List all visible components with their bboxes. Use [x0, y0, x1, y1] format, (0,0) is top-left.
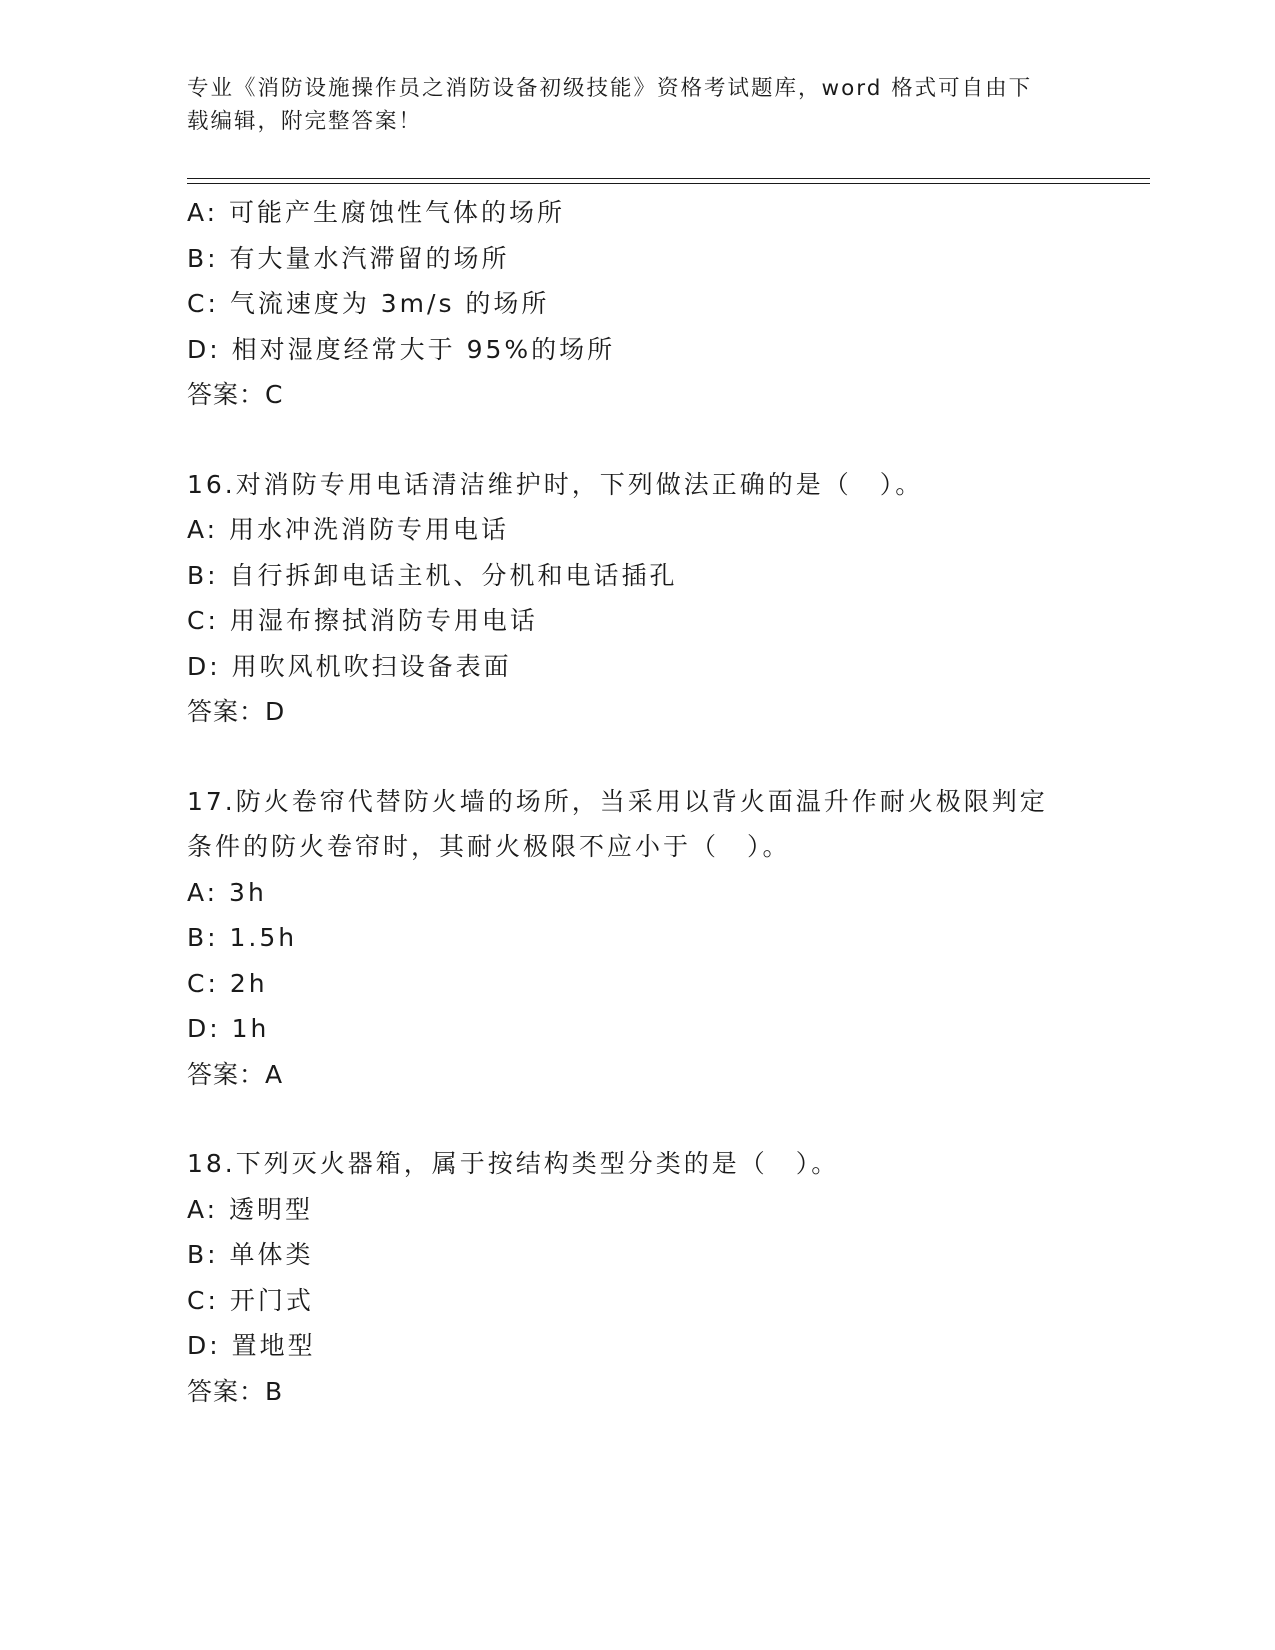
spacer [187, 418, 1087, 462]
question-15 [187, 190, 1087, 418]
spacer [187, 1097, 1087, 1141]
option-d: D: 置地型 [187, 1331, 316, 1360]
question-17 [187, 779, 1087, 1098]
answer: 答案：C [187, 380, 284, 409]
question-text: 18.下列灭火器箱，属于按结构类型分类的是（ ）。 [187, 1149, 840, 1178]
option-b: B: 单体类 [187, 1240, 314, 1269]
option-a: A: 3h [187, 877, 267, 907]
option-a: A: 可能产生腐蚀性气体的场所 [187, 198, 566, 227]
answer: 答案：D [187, 697, 286, 726]
option-c: C: 开门式 [187, 1285, 314, 1315]
header-divider-bottom [187, 183, 1150, 184]
option-d: D: 相对湿度经常大于 95%的场所 [187, 334, 616, 364]
question-16 [187, 462, 1087, 735]
answer: 答案：A [187, 1059, 284, 1089]
option-b: B: 有大量水汽滞留的场所 [187, 243, 510, 273]
question-text: 16.对消防专用电话清洁维护时，下列做法正确的是（ ）。 [187, 469, 924, 499]
option-a: A: 用水冲洗消防专用电话 [187, 515, 510, 544]
document-header [187, 72, 1067, 138]
question-text-line-2: 条件的防火卷帘时，其耐火极限不应小于（ ）。 [187, 832, 791, 861]
option-a: A: 透明型 [187, 1194, 314, 1224]
header-line-2: 载编辑，附完整答案！ [187, 109, 423, 134]
option-b: B: 自行拆卸电话主机、分机和电话插孔 [187, 560, 678, 590]
option-c: C: 用湿布擦拭消防专用电话 [187, 606, 538, 635]
option-c: C: 2h [187, 968, 268, 998]
option-c: C: 气流速度为 3m/s 的场所 [187, 289, 550, 318]
answer: 答案：B [187, 1376, 284, 1406]
option-b: B: 1.5h [187, 923, 298, 952]
question-text-line-1: 17.防火卷帘代替防火墙的场所，当采用以背火面温升作耐火极限判定 [187, 786, 1048, 816]
header-line-1: 专业《消防设施操作员之消防设备初级技能》资格考试题库，word 格式可自由下 [187, 76, 1033, 101]
option-d: D: 1h [187, 1014, 270, 1043]
header-divider-top [187, 178, 1150, 179]
option-d: D: 用吹风机吹扫设备表面 [187, 651, 512, 681]
question-18 [187, 1141, 1087, 1414]
question-list [187, 190, 1087, 1414]
spacer [187, 735, 1087, 779]
